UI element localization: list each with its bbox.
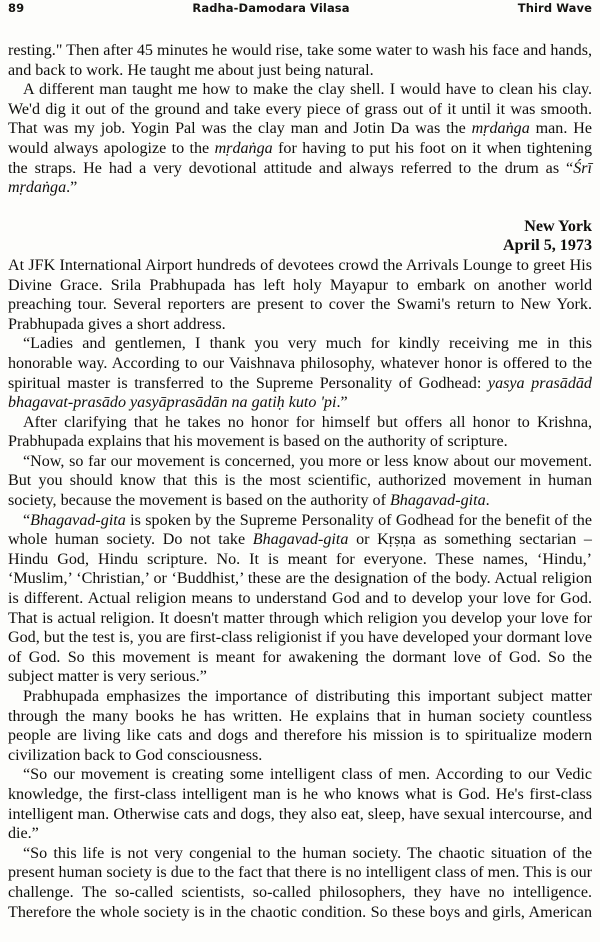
- paragraph-5-text: After clarifying that he takes no honor for himself but offers all honor to Krishna, Prabhupada explains that his movement is based on the authority of scripture.: [8, 413, 592, 451]
- sanskrit-verse: yasya prasādād bhagavat-prasādo yasyāprasādān na gatiḥ kuto 'pi: [8, 374, 592, 412]
- term-sri-mrdanga: Śrī mṛdaṅga: [8, 159, 592, 197]
- paragraph-2-text-d: .”: [66, 179, 78, 197]
- paragraph-8: [8, 687, 592, 765]
- paragraph-6-text-a: “Now, so far our movement is concerned, you more or less know about our movement. But you should know that this is the most scientific, authorized movement in human society, because the movement is based on the authority of: [8, 452, 592, 510]
- paragraph-9-text: “So our movement is creating some intelligent class of men. According to our Vedic knowledge, the first-class intelligent man is he who knows what is God. He's first-class intelligent man. Otherwise cats and dogs, they also eat, sleep, have sexual intercourse, and die.”: [8, 766, 592, 843]
- paragraph-6: [8, 452, 592, 511]
- paragraph-7-text-a: “: [23, 511, 31, 529]
- paragraph-7-text-c: or Kṛṣṇa as something sectarian – Hindu God, Hindu scripture. No. It is meant for everyone. These names, ‘Hindu,’ ‘Muslim,’ ‘Christian,’ or ‘Buddhist,’ these are the designation of the body. Actual religion is different. Actual religion means to understand God and to develop your love for God. That is actual religion. It doesn't matter through which religion you develop your love for God, but the test is, you are first-class religionist if you have developed your dormant love of God. So this movement is meant for awakening the dormant love of God. So the subject matter is very serious.”: [8, 531, 592, 686]
- page-number: 89: [8, 1, 25, 15]
- paragraph-4-text-a: “Ladies and gentlemen, I thank you very much for kindly receiving me in this honorable way. According to our Vaishnava philosophy, whatever honor is offered to the spiritual master is transferred to the Supreme Personality of Godhead:: [8, 335, 592, 392]
- text-column: [8, 41, 592, 942]
- paragraph-7-text-b: is spoken by the Supreme Personality of Godhead for the benefit of the whole human society. Do not take: [8, 511, 592, 549]
- paragraph-2-text-b: man. He would always apologize to the: [8, 120, 593, 157]
- paragraph-9: [8, 765, 592, 843]
- dateline: [8, 217, 592, 256]
- paragraph-1-text: resting." Then after 45 minutes he would rise, take some water to wash his face and hands, and back to work. He taught me about just being natural.: [8, 42, 592, 79]
- paragraph-2-text-c: for having to put his foot on it when tightening the straps. He had a very devotional attitude and always referred to the drum as “: [8, 139, 592, 177]
- paragraph-4-text-b: .”: [336, 394, 348, 412]
- title-bhagavad-gita-2: Bhagavad-gita: [30, 511, 126, 529]
- paragraph-6-text-b: .: [485, 492, 490, 510]
- dateline-date: April 5, 1973: [503, 237, 592, 255]
- paragraph-3-text: At JFK International Airport hundreds of devotees crowd the Arrivals Lounge to greet His Divine Grace. Srila Prabhupada has left holy Mayapur to embark on another world preaching tour. Several reporters are present to cover the Swami's return to New York. Prabhupada gives a short address.: [8, 256, 592, 333]
- paragraph-2: [8, 80, 592, 198]
- section-title: Third Wave: [517, 1, 592, 15]
- paragraph-1: [8, 41, 592, 80]
- paragraph-5: [8, 413, 592, 452]
- dateline-spacer: [8, 198, 592, 217]
- running-head: [8, 1, 592, 19]
- title-bhagavad-gita-3: Bhagavad-gita: [252, 531, 349, 549]
- title-bhagavad-gita-1: Bhagavad-gita: [389, 492, 486, 510]
- paragraph-7: [8, 511, 592, 687]
- paragraph-4: [8, 334, 592, 412]
- paragraph-10-text: “So this life is not very congenial to the human society. The chaotic situation of the present human society is due to the fact that there is no intelligent class of men. This is our challenge. The so-called scientists, so-called philosophers, they have no intelligence. Therefore the whole society is in the chaotic condition. So these boys and girls, American: [8, 844, 592, 921]
- paragraph-3: [8, 256, 592, 334]
- paragraph-10: [8, 844, 592, 942]
- dateline-place: New York: [524, 217, 592, 235]
- paragraph-2-text-a: A different man taught me how to make the clay shell. I would have to clean his clay. We'd dig it out of the ground and take every piece of grass out of it until it was smooth. That was my job. Yogin Pal was the clay man and Jotin Da was the: [8, 81, 592, 138]
- paragraph-8-text: Prabhupada emphasizes the importance of distributing this important subject matter through the many books he has written. He explains that in human society countless people are living like cats and dogs and therefore his mission is to spiritualize modern civilization back to God consciousness.: [8, 688, 592, 764]
- term-mrdanga-2: mṛdaṅga: [214, 139, 273, 157]
- book-title: Radha-Damodara Vilasa: [192, 1, 350, 15]
- term-mrdanga-1: mṛdaṅga: [471, 120, 530, 138]
